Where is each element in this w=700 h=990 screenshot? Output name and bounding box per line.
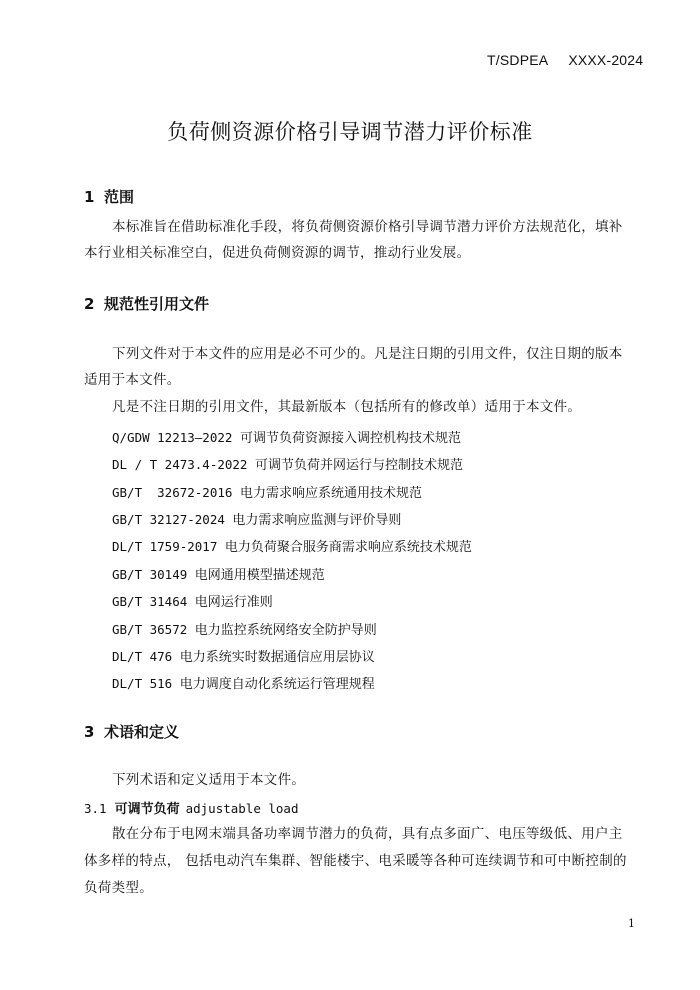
reference-item: DL/T 476 电力系统实时数据通信应用层协议 bbox=[112, 649, 375, 665]
term-name-en: adjustable load bbox=[185, 801, 299, 816]
term-heading bbox=[84, 798, 298, 817]
terms-intro: 下列术语和定义适用于本文件。 bbox=[112, 772, 306, 788]
document-title: 负荷侧资源价格引导调节潜力评价标准 bbox=[167, 120, 533, 144]
term-definition: 散在分布于电网末端具备功率调节潜力的负荷，具有点多面广、电压等级低、用户主体多样的特点， 包括电动汽车集群、智能楼宇、电采暖等各种可连续调节和可中断控制的负荷类型。 bbox=[84, 826, 627, 896]
reference-item: GB/T 31464 电网运行准则 bbox=[112, 594, 273, 610]
reference-item: DL/T 1759-2017 电力负荷聚合服务商需求响应系统技术规范 bbox=[112, 539, 472, 555]
reference-item: DL/T 516 电力调度自动化系统运行管理规程 bbox=[112, 676, 375, 692]
section-3-heading bbox=[84, 721, 179, 742]
reference-item: DL / T 2473.4-2022 可调节负荷并网运行与控制技术规范 bbox=[112, 457, 464, 473]
normative-intro-2: 凡是不注日期的引用文件，其最新版本（包括所有的修改单）适用于本文件。 bbox=[112, 399, 582, 415]
section-number: 3 bbox=[84, 723, 95, 741]
section-number: 1 bbox=[84, 188, 95, 206]
org-code: T/SDPEA bbox=[487, 52, 549, 68]
section-1-heading bbox=[84, 186, 134, 207]
reference-item: Q/GDW 12213—2022 可调节负荷资源接入调控机构技术规范 bbox=[112, 430, 461, 446]
term-number: 3.1 bbox=[84, 801, 107, 816]
section-2-heading bbox=[84, 293, 209, 314]
term-name-cn: 可调节负荷 bbox=[114, 802, 180, 817]
standard-number: XXXX-2024 bbox=[568, 52, 644, 68]
document-code bbox=[487, 52, 643, 68]
reference-item: GB/T 30149 电网通用模型描述规范 bbox=[112, 567, 325, 583]
scope-paragraph: 本标准旨在借助标准化手段，将负荷侧资源价格引导调节潜力评价方法规范化，填补本行业相关标准空白，促进负荷侧资源的调节，推动行业发展。 bbox=[84, 219, 623, 261]
reference-item: GB/T 32672-2016 电力需求响应系统通用技术规范 bbox=[112, 485, 422, 501]
section-title: 术语和定义 bbox=[104, 723, 180, 741]
reference-item: GB/T 36572 电力监控系统网络安全防护导则 bbox=[112, 622, 377, 638]
normative-intro-1: 下列文件对于本文件的应用是必不可少的。凡是注日期的引用文件，仅注日期的版本适用于本文件。 bbox=[84, 346, 623, 388]
section-number: 2 bbox=[84, 295, 95, 313]
reference-item: GB/T 32127-2024 电力需求响应监测与评价导则 bbox=[112, 512, 402, 528]
page-number: 1 bbox=[628, 917, 635, 930]
section-title: 规范性引用文件 bbox=[104, 295, 210, 313]
section-title: 范围 bbox=[104, 188, 135, 206]
